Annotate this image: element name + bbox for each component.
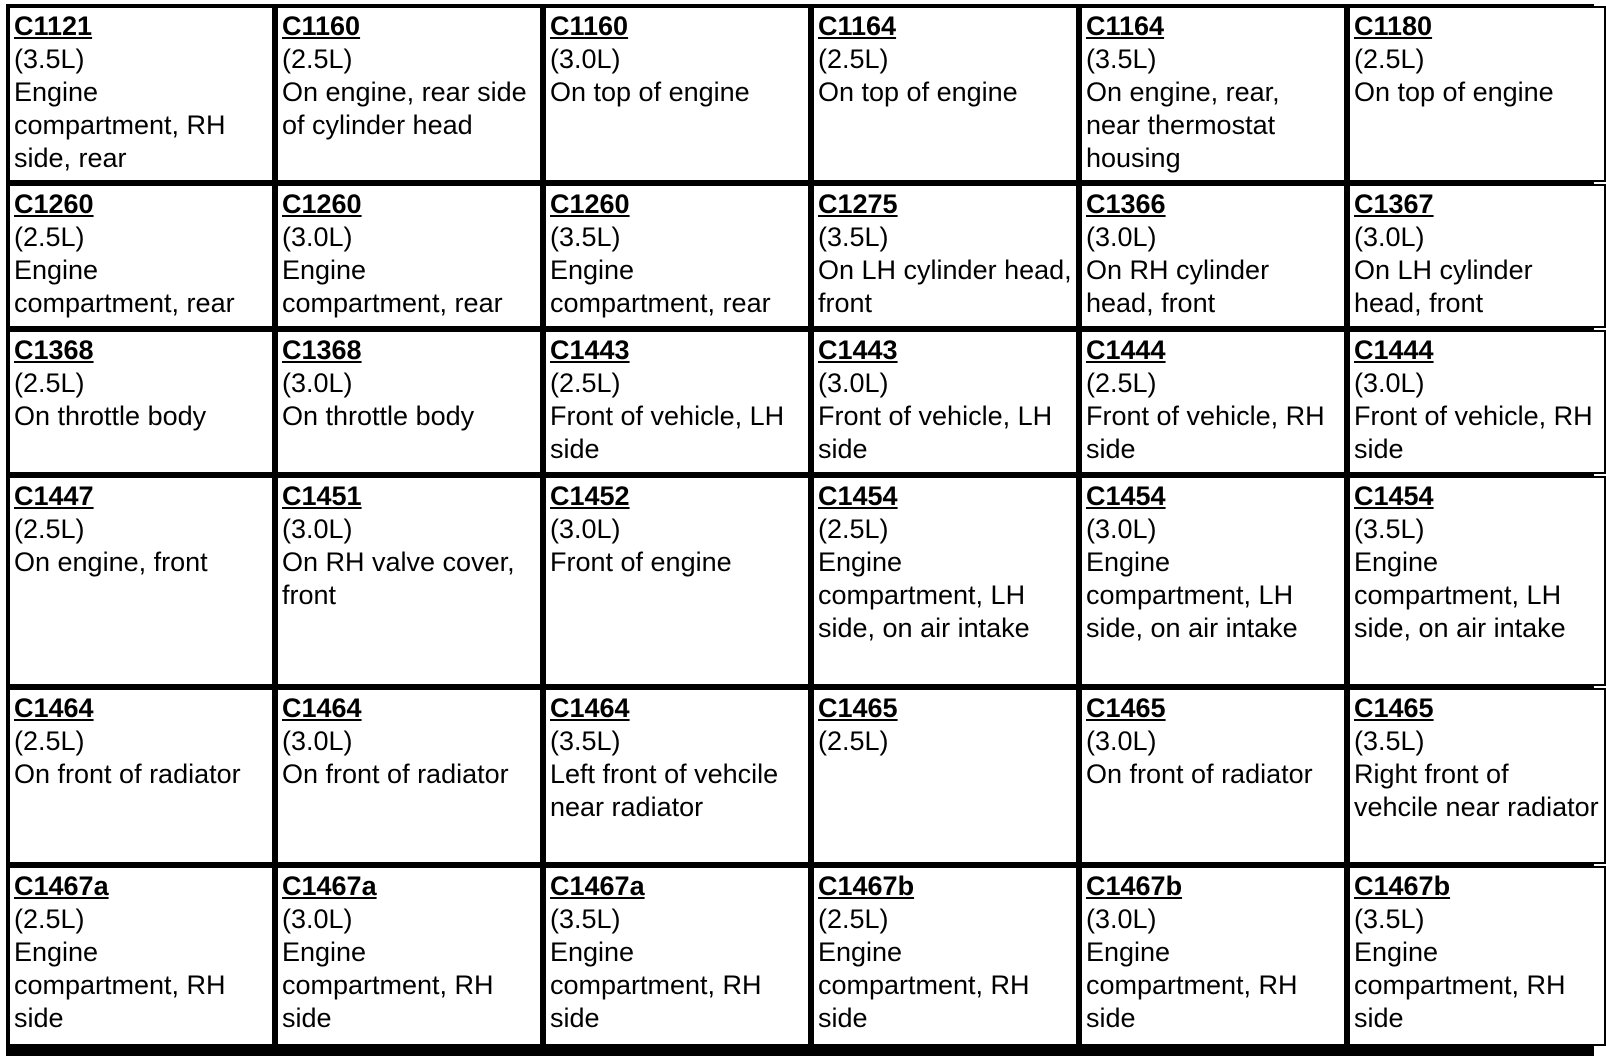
engine-size: (2.5L) <box>818 726 889 756</box>
connector-location: On engine, rear, near thermostat housing <box>1086 77 1288 173</box>
connector-location: Engine compartment, RH side, rear <box>14 77 234 173</box>
connector-location: On engine, front <box>14 547 208 577</box>
connector-code-link[interactable]: C1444 <box>1354 335 1434 365</box>
connector-code-link[interactable]: C1465 <box>818 693 898 723</box>
connector-code-link[interactable]: C1367 <box>1354 189 1434 219</box>
connector-cell <box>544 688 810 864</box>
connector-code-link[interactable]: C1465 <box>1354 693 1434 723</box>
engine-size: (3.0L) <box>282 726 353 756</box>
connector-cell <box>8 688 274 864</box>
connector-code-link[interactable]: C1368 <box>14 335 94 365</box>
connector-code-link[interactable]: C1464 <box>14 693 94 723</box>
engine-size: (3.0L) <box>1354 222 1425 252</box>
connector-location: Engine compartment, rear <box>14 255 235 318</box>
connector-location: Front of engine <box>550 547 732 577</box>
engine-size: (2.5L) <box>14 368 85 398</box>
engine-size: (3.0L) <box>1354 368 1425 398</box>
connector-code-link[interactable]: C1366 <box>1086 189 1166 219</box>
engine-size: (2.5L) <box>14 222 85 252</box>
engine-size: (2.5L) <box>818 904 889 934</box>
connector-code-link[interactable]: C1454 <box>818 481 898 511</box>
engine-size: (3.5L) <box>550 904 621 934</box>
engine-size: (2.5L) <box>818 44 889 74</box>
connector-code-link[interactable]: C1260 <box>282 189 362 219</box>
engine-size: (2.5L) <box>1086 368 1157 398</box>
connector-cell <box>544 476 810 686</box>
connector-code-link[interactable]: C1452 <box>550 481 630 511</box>
engine-size: (2.5L) <box>1354 44 1425 74</box>
engine-size: (3.0L) <box>282 904 353 934</box>
connector-location: On top of engine <box>818 77 1018 107</box>
connector-location: On front of radiator <box>282 759 509 789</box>
connector-code-link[interactable]: C1467b <box>818 871 915 901</box>
connector-code-link[interactable]: C1467b <box>1354 871 1451 901</box>
engine-size: (3.5L) <box>818 222 889 252</box>
connector-code-link[interactable]: C1454 <box>1086 481 1166 511</box>
connector-cell <box>8 330 274 474</box>
engine-size: (3.0L) <box>550 44 621 74</box>
engine-size: (2.5L) <box>14 726 85 756</box>
connector-location: Engine compartment, LH side, on air intake <box>1086 547 1301 643</box>
connector-cell <box>812 476 1078 686</box>
connector-location: On front of radiator <box>14 759 241 789</box>
engine-size: (3.5L) <box>14 44 85 74</box>
engine-size: (3.5L) <box>1354 514 1425 544</box>
connector-code-link[interactable]: C1164 <box>1086 11 1165 41</box>
connector-cell <box>276 184 542 328</box>
connector-location: On engine, rear side of cylinder head <box>282 77 535 140</box>
connector-code-link[interactable]: C1451 <box>282 481 362 511</box>
connector-code-link[interactable]: C1444 <box>1086 335 1166 365</box>
connector-code-link[interactable]: C1464 <box>550 693 630 723</box>
engine-size: (2.5L) <box>282 44 353 74</box>
connector-location: On top of engine <box>1354 77 1554 107</box>
engine-size: (3.0L) <box>282 514 353 544</box>
connector-cell <box>544 184 810 328</box>
connector-location: Front of vehicle, LH side <box>550 401 792 464</box>
connector-location: Engine compartment, RH side <box>818 937 1038 1033</box>
connector-code-link[interactable]: C1164 <box>818 11 897 41</box>
connector-code-link[interactable]: C1160 <box>550 11 629 41</box>
engine-size: (3.0L) <box>550 514 621 544</box>
connector-location: Front of vehicle, LH side <box>818 401 1060 464</box>
connector-location: On RH cylinder head, front <box>1086 255 1277 318</box>
connector-location: On front of radiator <box>1086 759 1313 789</box>
connector-location: On top of engine <box>550 77 750 107</box>
connector-code-link[interactable]: C1467a <box>14 871 109 901</box>
connector-cell <box>812 6 1078 182</box>
connector-cell <box>276 688 542 864</box>
connector-cell <box>1348 184 1606 328</box>
engine-size: (3.0L) <box>282 368 353 398</box>
connector-cell <box>8 6 274 182</box>
connector-cell <box>1080 866 1346 1046</box>
engine-size: (3.5L) <box>1086 44 1157 74</box>
connector-cell <box>1348 688 1606 864</box>
connector-cell <box>1348 476 1606 686</box>
connector-cell <box>1080 6 1346 182</box>
connector-cell <box>8 866 274 1046</box>
engine-size: (3.5L) <box>1354 726 1425 756</box>
connector-location: On throttle body <box>14 401 207 431</box>
connector-location: Engine compartment, RH side <box>14 937 234 1033</box>
connector-location: On throttle body <box>282 401 475 431</box>
connector-location: On LH cylinder head, front <box>818 255 1080 318</box>
engine-size: (3.0L) <box>1086 726 1157 756</box>
connector-cell <box>1348 866 1606 1046</box>
engine-size: (2.5L) <box>550 368 621 398</box>
connector-code-link[interactable]: C1443 <box>818 335 898 365</box>
connector-location: On LH cylinder head, front <box>1354 255 1541 318</box>
connector-code-link[interactable]: C1368 <box>282 335 362 365</box>
connector-code-link[interactable]: C1467a <box>282 871 377 901</box>
connector-cell <box>276 476 542 686</box>
connector-code-link[interactable]: C1467b <box>1086 871 1183 901</box>
connector-location: Engine compartment, RH side <box>550 937 770 1033</box>
engine-size: (3.0L) <box>1086 904 1157 934</box>
connector-cell <box>812 688 1078 864</box>
connector-cell <box>1080 476 1346 686</box>
connector-location: Left front of vehcile near radiator <box>550 759 786 822</box>
connector-cell <box>1080 688 1346 864</box>
engine-size: (3.0L) <box>282 222 353 252</box>
connector-cell <box>276 866 542 1046</box>
connector-cell <box>8 476 274 686</box>
connector-code-link[interactable]: C1447 <box>14 481 94 511</box>
connector-location: Engine compartment, LH side, on air intake <box>818 547 1033 643</box>
connector-location: Right front of vehcile near radiator <box>1354 759 1599 822</box>
connector-location: Engine compartment, rear <box>282 255 503 318</box>
connector-location: Engine compartment, RH side <box>1354 937 1574 1033</box>
connector-cell <box>544 330 810 474</box>
connector-location: Engine compartment, LH side, on air intake <box>1354 547 1569 643</box>
connector-cell <box>8 184 274 328</box>
connector-location: Engine compartment, rear <box>550 255 771 318</box>
engine-size: (3.5L) <box>550 222 621 252</box>
connector-location: Front of vehicle, RH side <box>1354 401 1601 464</box>
engine-size: (3.0L) <box>1086 514 1157 544</box>
connector-cell <box>812 866 1078 1046</box>
connector-cell <box>276 330 542 474</box>
engine-size: (3.5L) <box>1354 904 1425 934</box>
engine-size: (3.0L) <box>818 368 889 398</box>
connector-location: On RH valve cover, front <box>282 547 523 610</box>
connector-cell <box>544 866 810 1046</box>
connector-cell <box>544 6 810 182</box>
engine-size: (2.5L) <box>14 514 85 544</box>
connector-code-link[interactable]: C1467a <box>550 871 645 901</box>
connector-code-link[interactable]: C1465 <box>1086 693 1166 723</box>
connector-code-link[interactable]: C1260 <box>550 189 630 219</box>
connector-code-link[interactable]: C1443 <box>550 335 630 365</box>
connector-cell <box>276 6 542 182</box>
engine-size: (2.5L) <box>818 514 889 544</box>
connector-cell <box>1348 330 1606 474</box>
connector-code-link[interactable]: C1275 <box>818 189 898 219</box>
connector-cell <box>1080 330 1346 474</box>
connector-code-link[interactable]: C1464 <box>282 693 362 723</box>
connector-cell <box>1080 184 1346 328</box>
connector-location: Engine compartment, RH side <box>282 937 502 1033</box>
engine-size: (3.5L) <box>550 726 621 756</box>
connector-cell <box>812 330 1078 474</box>
connector-code-link[interactable]: C1454 <box>1354 481 1434 511</box>
connector-code-link[interactable]: C1121 <box>14 11 93 41</box>
connector-location-table <box>6 4 1601 1056</box>
connector-cell <box>1348 6 1606 182</box>
engine-size: (2.5L) <box>14 904 85 934</box>
connector-code-link[interactable]: C1180 <box>1354 11 1433 41</box>
connector-code-link[interactable]: C1160 <box>282 11 361 41</box>
connector-location: Engine compartment, RH side <box>1086 937 1306 1033</box>
engine-size: (3.0L) <box>1086 222 1157 252</box>
connector-cell <box>812 184 1078 328</box>
connector-code-link[interactable]: C1260 <box>14 189 94 219</box>
connector-location: Front of vehicle, RH side <box>1086 401 1333 464</box>
